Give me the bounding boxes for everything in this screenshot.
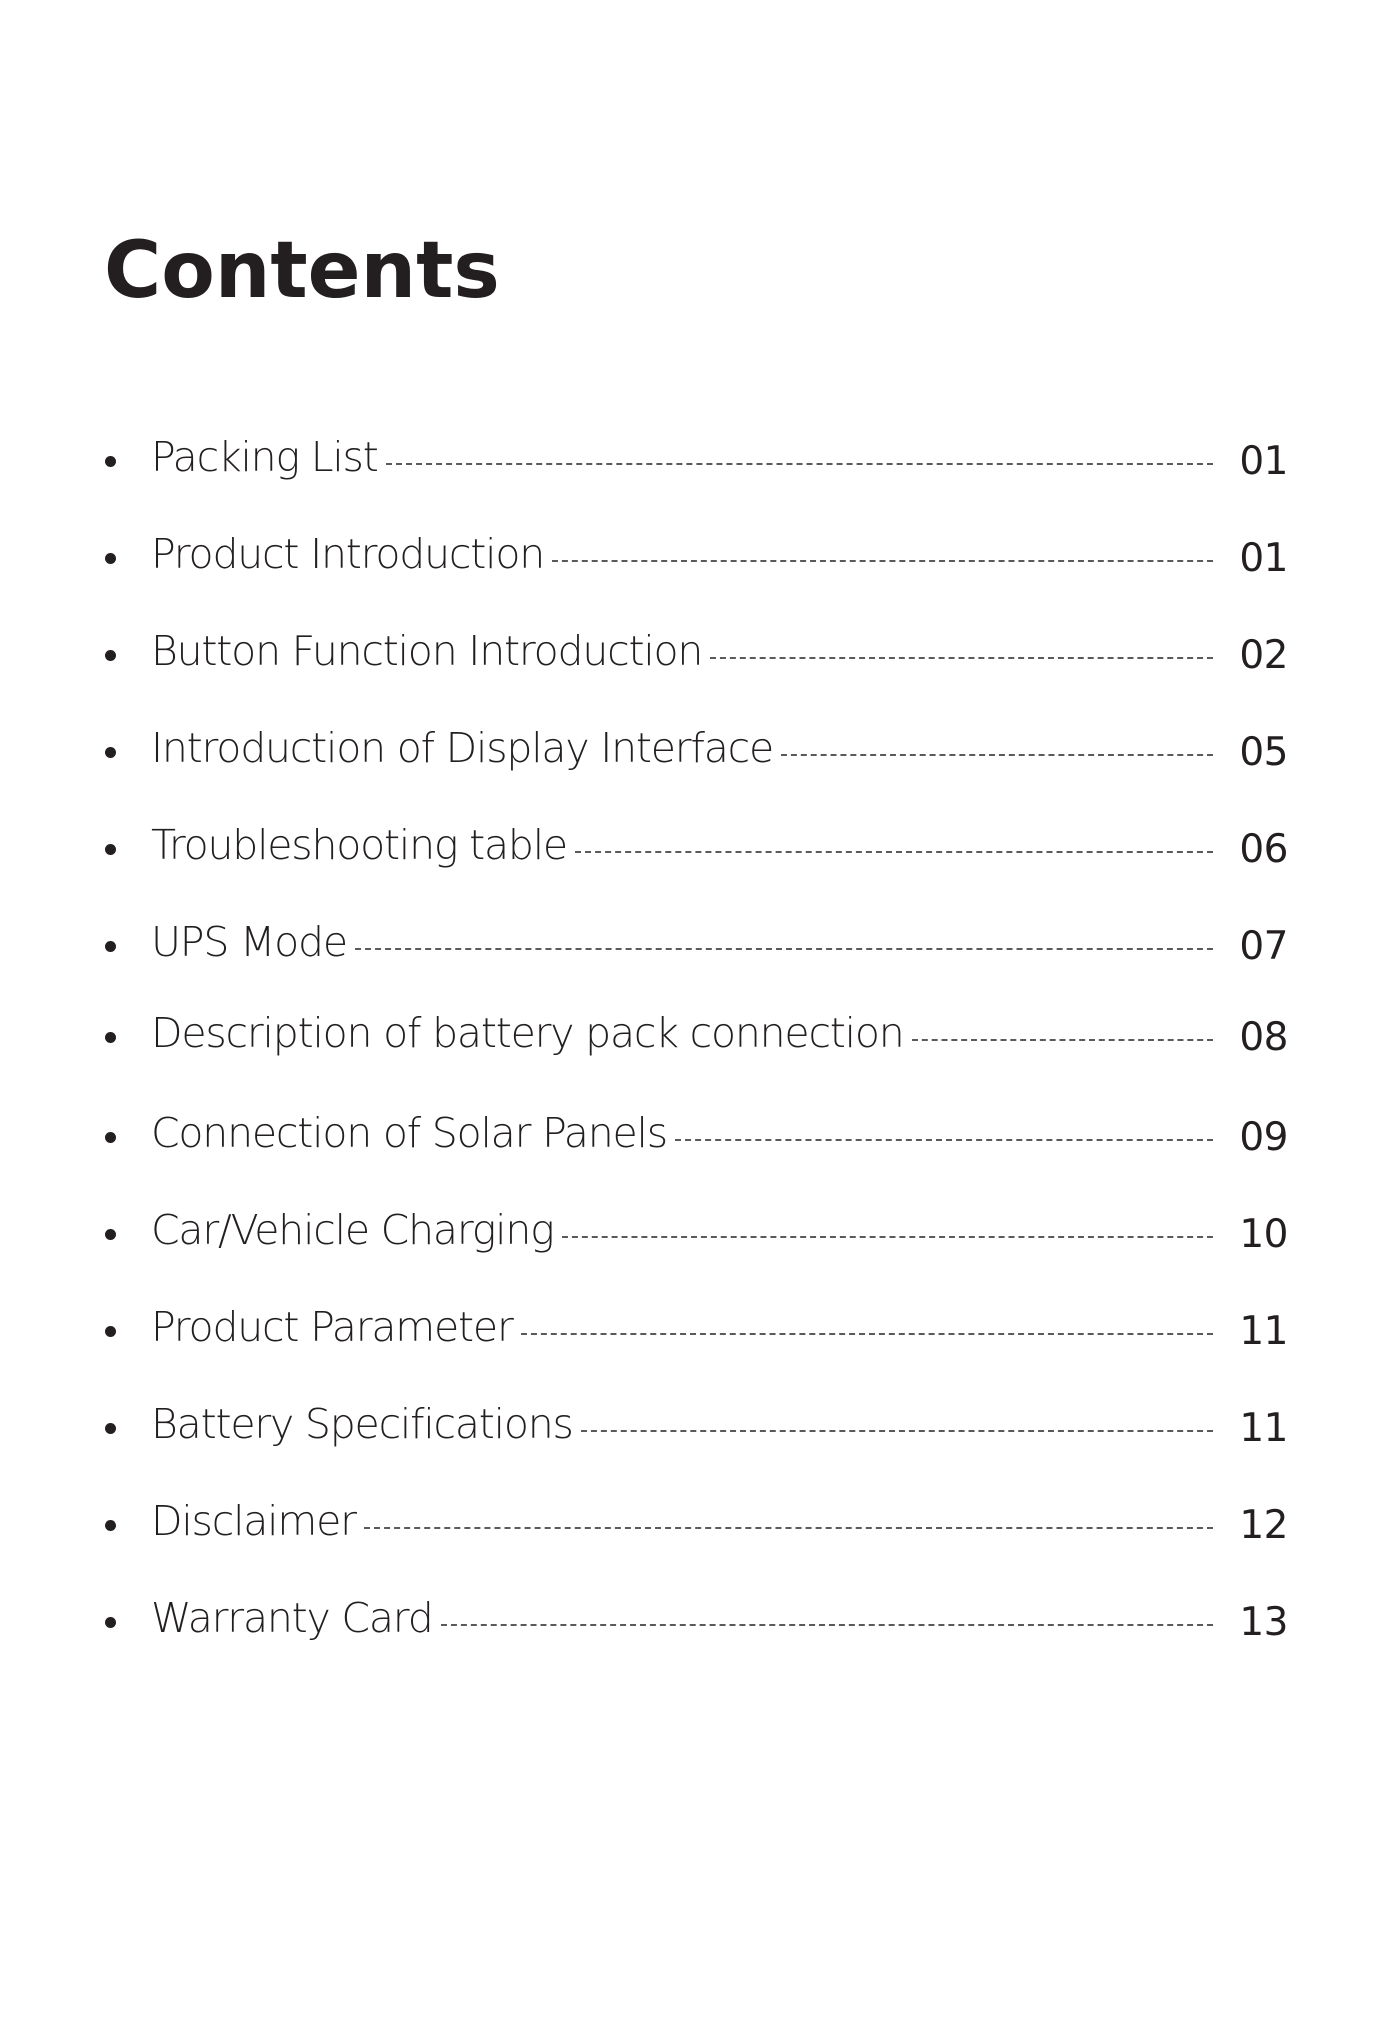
dotted-leader xyxy=(912,1039,1214,1041)
toc-entry xyxy=(105,1200,1288,1260)
toc-entry-label: Description of battery pack connection xyxy=(151,1009,904,1057)
bullet-icon xyxy=(105,650,116,661)
toc-entry-page-number: 01 xyxy=(1239,536,1288,581)
dotted-leader xyxy=(562,1236,1214,1238)
dotted-leader xyxy=(355,948,1213,950)
toc-entry xyxy=(105,718,1288,778)
toc-entry xyxy=(105,1394,1288,1454)
toc-entry-label: Car/Vehicle Charging xyxy=(151,1206,554,1254)
toc-entry-page-number: 11 xyxy=(1239,1406,1288,1451)
toc-entry-page-number: 11 xyxy=(1239,1309,1288,1354)
toc-entry xyxy=(105,1491,1288,1551)
toc-entry-page-number: 08 xyxy=(1239,1015,1288,1060)
toc-entry-label: Warranty Card xyxy=(151,1594,433,1642)
toc-entry-label: Packing List xyxy=(151,433,378,481)
dotted-leader xyxy=(386,463,1214,465)
toc-entry-label: Disclaimer xyxy=(151,1497,356,1545)
toc-entry xyxy=(105,815,1288,875)
toc-entry-page-number: 01 xyxy=(1239,439,1288,484)
toc-entry-label: UPS Mode xyxy=(151,918,347,966)
toc-entry-label: Button Function Introduction xyxy=(151,627,703,675)
dotted-leader xyxy=(441,1624,1214,1626)
bullet-icon xyxy=(105,1229,116,1240)
page-title: Contents xyxy=(104,226,500,316)
toc-entry-label: Troubleshooting table xyxy=(151,821,567,869)
bullet-icon xyxy=(105,1520,116,1531)
bullet-icon xyxy=(105,1032,116,1043)
toc-entry-label: Battery Specifications xyxy=(151,1400,573,1448)
bullet-icon xyxy=(105,553,116,564)
toc-entry-label: Connection of Solar Panels xyxy=(151,1109,667,1157)
bullet-icon xyxy=(105,1132,116,1143)
bullet-icon xyxy=(105,456,116,467)
toc-entry-page-number: 05 xyxy=(1239,730,1288,775)
toc-entry-label: Introduction of Display Interface xyxy=(151,724,773,772)
toc-entry-page-number: 09 xyxy=(1239,1115,1288,1160)
toc-entry xyxy=(105,1588,1288,1648)
bullet-icon xyxy=(105,1326,116,1337)
dotted-leader xyxy=(781,754,1213,756)
bullet-icon xyxy=(105,941,116,952)
bullet-icon xyxy=(105,844,116,855)
bullet-icon xyxy=(105,747,116,758)
dotted-leader xyxy=(710,657,1213,659)
toc-entry-page-number: 06 xyxy=(1239,827,1288,872)
toc-entry xyxy=(105,1003,1288,1063)
dotted-leader xyxy=(581,1430,1214,1432)
toc-entry xyxy=(105,1103,1288,1163)
toc-entry-label: Product Introduction xyxy=(151,530,544,578)
toc-entry xyxy=(105,427,1288,487)
toc-entry-page-number: 02 xyxy=(1239,633,1288,678)
toc-entry xyxy=(105,912,1288,972)
toc-entry xyxy=(105,621,1288,681)
toc-entry xyxy=(105,524,1288,584)
toc-entry-page-number: 10 xyxy=(1239,1212,1288,1257)
dotted-leader xyxy=(364,1527,1214,1529)
toc-entry-page-number: 07 xyxy=(1239,924,1288,969)
toc-entry xyxy=(105,1297,1288,1357)
toc-entry-page-number: 13 xyxy=(1239,1600,1288,1645)
dotted-leader xyxy=(552,560,1213,562)
bullet-icon xyxy=(105,1617,116,1628)
dotted-leader xyxy=(575,851,1213,853)
dotted-leader xyxy=(675,1139,1214,1141)
toc-entry-page-number: 12 xyxy=(1239,1503,1288,1548)
dotted-leader xyxy=(521,1333,1214,1335)
bullet-icon xyxy=(105,1423,116,1434)
toc-entry-label: Product Parameter xyxy=(151,1303,513,1351)
